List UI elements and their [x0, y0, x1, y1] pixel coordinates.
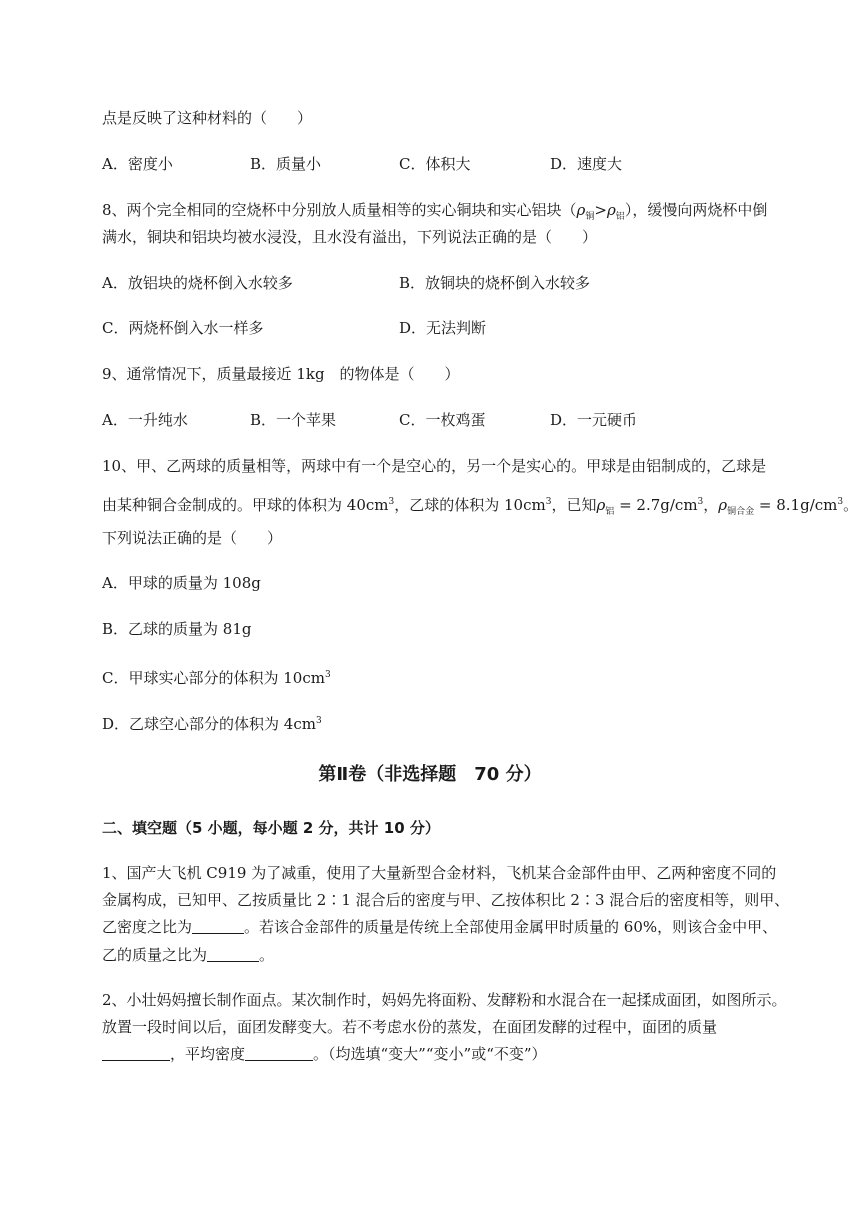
q7-option-d[interactable]: D．速度大: [550, 155, 623, 173]
f1-line2: 金属构成，已知甲、乙按质量比 2∶1 混合后的密度与甲、乙按体积比 2∶3 混合后的密度相等，则甲、: [102, 891, 790, 909]
q9-option-c[interactable]: C．一枚鸡蛋: [399, 411, 486, 429]
q8-option-a[interactable]: A．放铝块的烧杯倒入水较多: [102, 274, 293, 292]
answer-blank[interactable]: [207, 947, 259, 962]
f2-line3: ，平均密度 。（均选填“变大”“变小”或“不变”）: [102, 1044, 810, 1064]
q7-stem-tail: 点是反映了这种材料的（ ）: [102, 109, 313, 127]
q8-option-c[interactable]: C．两烧杯倒入水一样多: [102, 319, 264, 337]
q7-option-a[interactable]: A．密度小: [102, 155, 173, 173]
q10-option-a[interactable]: A．甲球的质量为 108g: [102, 574, 261, 592]
q7-option-c[interactable]: C．体积大: [399, 155, 471, 173]
q10-option-c[interactable]: C．甲球实心部分的体积为 $10cm^3$: [102, 669, 331, 687]
q10-stem-line1: 10、甲、乙两球的质量相等，两球中有一个是空心的，另一个是实心的。甲球是由铝制成的，乙球是: [102, 457, 767, 475]
q9-stem: 9、通常情况下，质量最接近 1kg 的物体是（ ）: [102, 365, 460, 383]
answer-blank[interactable]: [245, 1046, 313, 1061]
q10-stem-line3: 下列说法正确的是（ ）: [102, 529, 283, 547]
f1-line1: 1、国产大飞机 C919 为了减重，使用了大量新型合金材料，飞机某合金部件由甲、乙两种密度不同的: [102, 864, 777, 882]
q9-option-a[interactable]: A．一升纯水: [102, 411, 188, 429]
f1-line4: 乙的质量之比为 。: [102, 946, 275, 964]
part2-heading: 第Ⅱ卷（非选择题 70 分）: [318, 764, 542, 785]
q8-option-d[interactable]: D．无法判断: [399, 319, 487, 337]
answer-blank[interactable]: [102, 1046, 170, 1061]
q8-stem-line2: 满水，铜块和铝块均被水浸没，且水没有溢出，下列说法正确的是（ ）: [102, 228, 598, 246]
q9-option-b[interactable]: B．一个苹果: [250, 411, 337, 429]
q8-stem-line1: 8、两个完全相同的空烧杯中分别放人质量相等的实心铜块和实心铝块$(\rho_铜>\rho_铝)$，缓慢向两烧杯中倒: [102, 201, 768, 222]
answer-blank[interactable]: [192, 919, 244, 934]
q10-option-d[interactable]: D．乙球空心部分的体积为 $4cm^3$: [102, 715, 322, 733]
f2-line2: 放置一段时间以后，面团发酵变大。若不考虑水份的蒸发，在面团发酵的过程中，面团的质量: [102, 1018, 718, 1036]
q10-stem-line2: 由某种铜合金制成的。甲球的体积为 $40cm^3$，乙球的体积为 $10cm^3$，已知$\rho_铝 = 2.7g/cm^3$，$\rho_{铜合金} = 8.1g/cm^3$。: [102, 496, 859, 517]
q9-option-d[interactable]: D．一元硬币: [550, 411, 638, 429]
f2-line1: 2、小壮妈妈擅长制作面点。某次制作时，妈妈先将面粉、发酵粉和水混合在一起揉成面团，如图所示。: [102, 991, 787, 1009]
q7-option-b[interactable]: B．质量小: [250, 155, 322, 173]
q10-option-b[interactable]: B．乙球的质量为 81g: [102, 620, 252, 638]
section2-heading: 二、填空题（5 小题，每小题 2 分，共计 10 分）: [102, 819, 440, 837]
q8-option-b[interactable]: B．放铜块的烧杯倒入水较多: [399, 274, 591, 292]
f1-line3: 乙密度之比为 。若该合金部件的质量是传统上全部使用金属甲时质量的 60%，则该合金中甲、: [102, 918, 778, 936]
